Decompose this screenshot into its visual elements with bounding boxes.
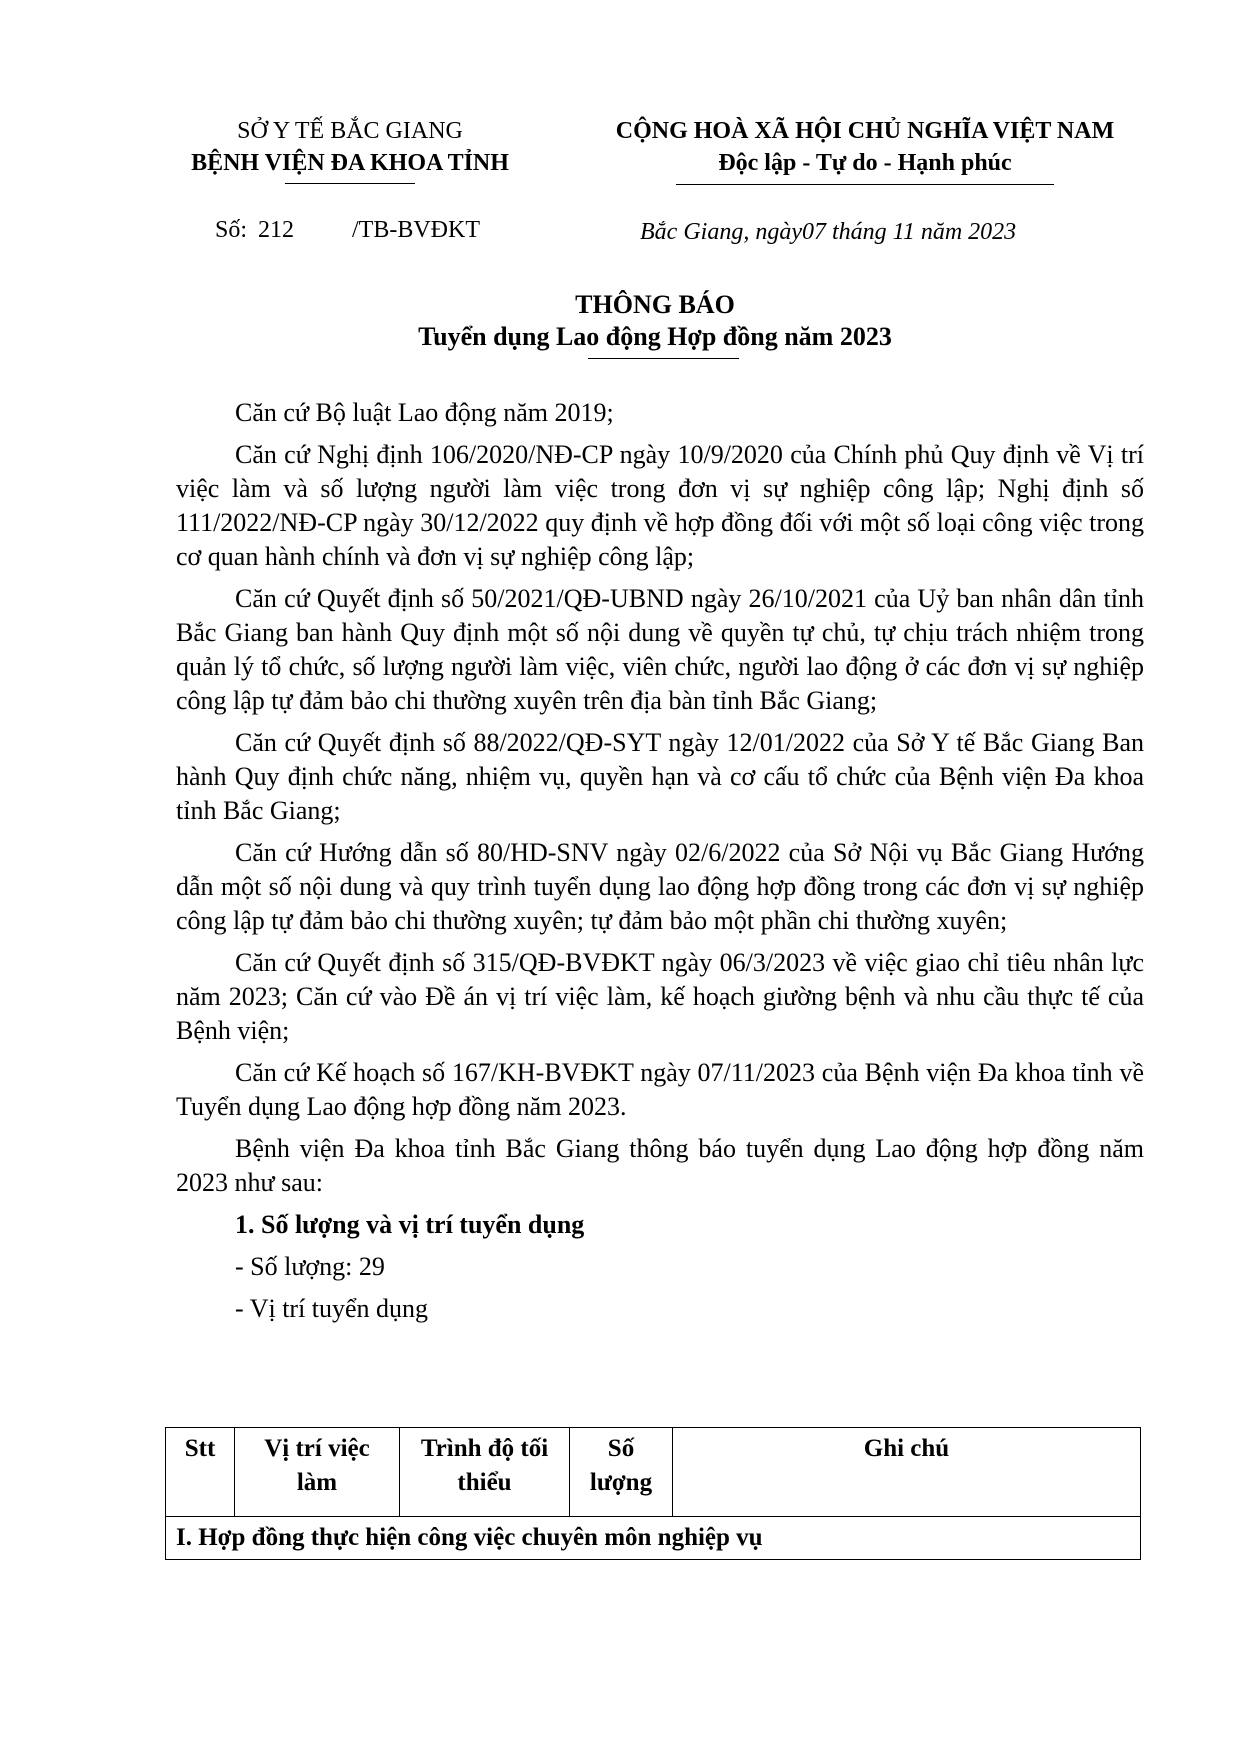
paragraph: Căn cứ Nghị định 106/2020/NĐ-CP ngày 10/9/2020 của Chính phủ Quy định về Vị trí việc làm và số lượng người làm việc trong đơn vị sự nghiệp công lập; Nghị định số 111/2022/NĐ-CP ngày 30/12/2022 quy định về hợp đồng đối với một số loại công việc trong cơ quan hành chính và đơn vị sự nghiệp công lập; bbox=[176, 440, 1144, 571]
doc-body bbox=[176, 396, 1144, 1334]
section-heading: 1. Số lượng và vị trí tuyển dụng bbox=[235, 1210, 585, 1239]
nation-motto: Độc lập - Tự do - Hạnh phúc bbox=[718, 150, 1012, 176]
doc-title: THÔNG BÁO bbox=[575, 290, 735, 319]
motto-underline bbox=[676, 184, 1054, 185]
paragraph: Căn cứ Bộ luật Lao động năm 2019; bbox=[235, 398, 614, 427]
paragraph: Căn cứ Quyết định số 88/2022/QĐ-SYT ngày 12/01/2022 của Sở Y tế Bắc Giang Ban hành Quy định chức năng, nhiệm vụ, quyền hạn và cơ cấu tổ chức của Bệnh viện Đa khoa tỉnh Bắc Giang; bbox=[176, 728, 1144, 825]
table-header-row bbox=[166, 1428, 1141, 1517]
paragraph: Bệnh viện Đa khoa tỉnh Bắc Giang thông báo tuyển dụng Lao động hợp đồng năm 2023 như sau: bbox=[176, 1134, 1144, 1197]
nation-title: CỘNG HOÀ XÃ HỘI CHỦ NGHĨA VIỆT NAM bbox=[615, 118, 1115, 144]
col-header-stt: Stt bbox=[166, 1428, 235, 1517]
recruitment-table bbox=[165, 1427, 1141, 1560]
col-header-qualification: Trình độ tối thiểu bbox=[400, 1428, 570, 1517]
doc-number-suffix: /TB-BVĐKT bbox=[352, 217, 480, 243]
agency-name: BỆNH VIỆN ĐA KHOA TỈNH bbox=[191, 150, 509, 176]
agency-underline bbox=[285, 183, 415, 184]
col-header-quantity: Số lượng bbox=[570, 1428, 673, 1517]
doc-subtitle: Tuyển dụng Lao động Hợp đồng năm 2023 bbox=[418, 322, 892, 351]
agency-parent: SỞ Y TẾ BẮC GIANG bbox=[237, 118, 463, 144]
col-header-position: Vị trí việc làm bbox=[235, 1428, 400, 1517]
doc-number-value: 212 bbox=[258, 217, 294, 243]
positions-line: - Vị trí tuyển dụng bbox=[235, 1294, 429, 1323]
quantity-line: - Số lượng: 29 bbox=[235, 1252, 385, 1281]
doc-date: Bắc Giang, ngày07 tháng 11 năm 2023 bbox=[640, 219, 1017, 245]
col-header-notes: Ghi chú bbox=[673, 1428, 1141, 1517]
paragraph: Căn cứ Kế hoạch số 167/KH-BVĐKT ngày 07/11/2023 của Bệnh viện Đa khoa tỉnh về Tuyển dụng Lao động hợp đồng năm 2023. bbox=[176, 1058, 1144, 1121]
table-section-row bbox=[166, 1517, 1141, 1560]
paragraph: Căn cứ Quyết định số 315/QĐ-BVĐKT ngày 06/3/2023 về việc giao chỉ tiêu nhân lực năm 2023; Căn cứ vào Đề án vị trí việc làm, kế hoạch giường bệnh và nhu cầu thực tế của Bệnh viện; bbox=[176, 948, 1144, 1045]
title-underline bbox=[588, 358, 739, 359]
paragraph: Căn cứ Hướng dẫn số 80/HD-SNV ngày 02/6/2022 của Sở Nội vụ Bắc Giang Hướng dẫn một số nội dung và quy trình tuyển dụng lao động hợp đồng trong các đơn vị sự nghiệp công lập tự đảm bảo chi thường xuyên; tự đảm bảo một phần chi thường xuyên; bbox=[176, 838, 1144, 935]
doc-number-label: Số: bbox=[215, 217, 248, 243]
paragraph: Căn cứ Quyết định số 50/2021/QĐ-UBND ngày 26/10/2021 của Uỷ ban nhân dân tỉnh Bắc Giang ban hành Quy định một số nội dung về quyền tự chủ, tự chịu trách nhiệm trong quản lý tổ chức, số lượng người làm việc, viên chức, người lao động ở các đơn vị sự nghiệp công lập tự đảm bảo chi thường xuyên trên địa bàn tỉnh Bắc Giang; bbox=[176, 584, 1144, 715]
section-row-label: I. Hợp đồng thực hiện công việc chuyên môn nghiệp vụ bbox=[166, 1517, 1141, 1560]
